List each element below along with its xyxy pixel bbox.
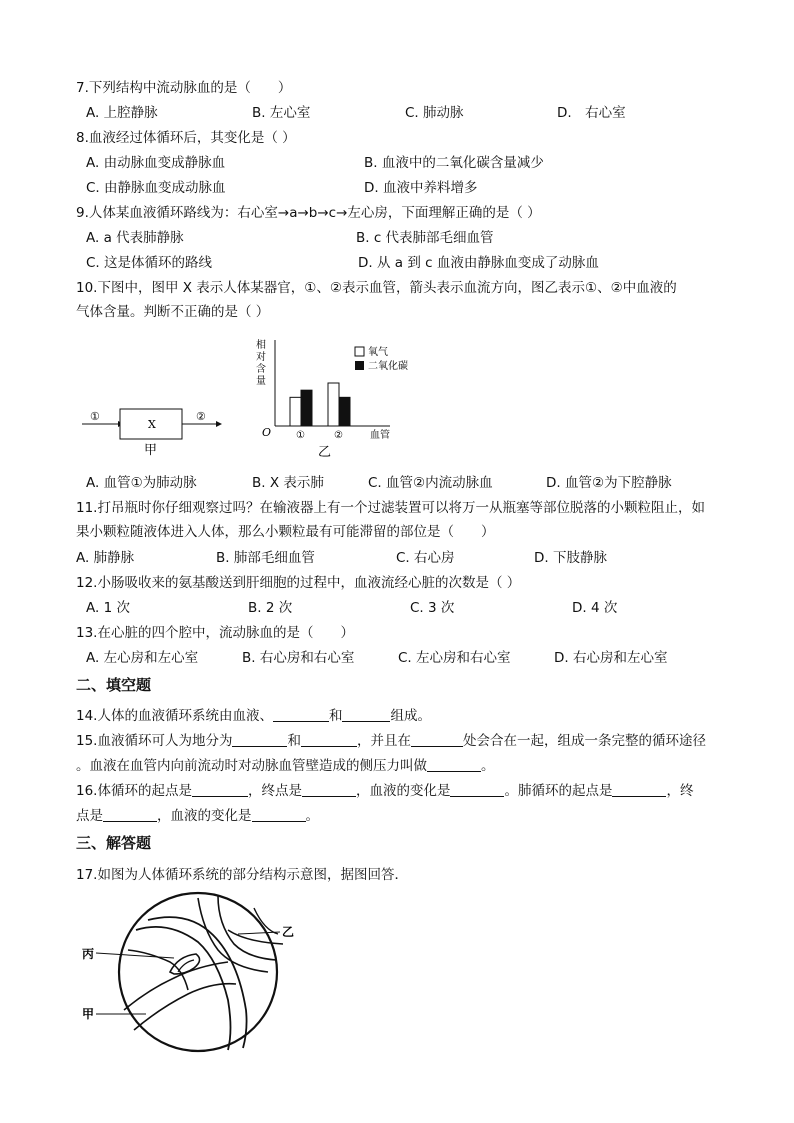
tick-label-2: ② (334, 430, 343, 441)
q16-blank-2[interactable] (302, 782, 356, 797)
q7-option-c: C. 肺动脉 (405, 105, 464, 121)
q9-option-b: B. c 代表肺部毛细血管 (356, 230, 494, 246)
q15-text-3: ，并且在 (356, 733, 411, 749)
q14-line (76, 707, 431, 725)
q15-text-1: 15.血液循环可人为地分为 (76, 733, 233, 749)
bar-co2-1 (301, 390, 312, 426)
chart-xlabel: 血管 (370, 430, 390, 441)
q15-text-5: 。血液在血管内向前流动时对动脉血管壁造成的侧压力叫做 (76, 758, 427, 774)
q16-text-8: 。 (305, 808, 319, 824)
bar-oxygen-1 (290, 397, 301, 426)
figure-label-jia: 甲 (82, 1007, 95, 1021)
figure-label-yi: 乙 (282, 925, 295, 939)
q13-stem: 13.在心脏的四个腔中，流动脉血的是（ ） (76, 625, 354, 641)
legend-swatch-oxygen (355, 347, 364, 356)
q14-text-2: 和 (328, 708, 343, 724)
q16-text-3: ，血液的变化是 (355, 783, 451, 799)
q13-option-b: B. 右心房和右心室 (242, 650, 355, 666)
q9-option-a: A. a 代表肺静脉 (86, 230, 184, 246)
q16-blank-4[interactable] (612, 782, 666, 797)
q15-line2 (76, 757, 495, 775)
figure-label-bing: 丙 (82, 947, 95, 961)
q8-option-b: B. 血液中的二氧化碳含量减少 (364, 155, 544, 171)
q11-option-a: A. 肺静脉 (76, 550, 135, 566)
q13-option-c: C. 左心房和右心室 (398, 650, 511, 666)
figure-jia-in-label: ① (90, 410, 100, 423)
q10-option-b: B. X 表示肺 (252, 475, 324, 491)
q7-option-b: B. 左心室 (252, 105, 311, 121)
q13-option-a: A. 左心房和左心室 (86, 650, 199, 666)
q16-text-1: 16.体循环的起点是 (76, 783, 192, 799)
q16-line2 (76, 807, 319, 825)
q7-stem: 7.下列结构中流动脉血的是（ ） (76, 80, 292, 96)
q12-option-c: C. 3 次 (410, 600, 455, 616)
q15-blank-4[interactable] (427, 757, 481, 772)
bar-co2-2 (339, 397, 350, 426)
q10-option-a: A. 血管①为肺动脉 (86, 475, 197, 491)
legend-swatch-co2 (355, 361, 364, 370)
figure-yi-caption: 乙 (318, 445, 332, 460)
q8-stem: 8.血液经过体循环后，其变化是（ ） (76, 130, 296, 146)
q15-text-2: 和 (287, 733, 301, 749)
figure-jia-caption: 甲 (144, 443, 158, 458)
q9-stem: 9.人体某血液循环路线为：右心室→a→b→c→左心房，下面理解正确的是（ ） (76, 205, 541, 221)
q10-option-c: C. 血管②内流动脉血 (368, 475, 493, 491)
q15-line1 (76, 732, 706, 750)
q12-option-d: D. 4 次 (572, 600, 618, 616)
figure-yi-chart (250, 336, 420, 460)
q16-blank-6[interactable] (252, 807, 306, 822)
q7-option-a: A. 上腔静脉 (86, 105, 158, 121)
chart-ylabel-char-1: 相 (256, 340, 266, 351)
q16-text-5: ，终 (666, 783, 694, 799)
section-answer-heading: 三、解答题 (76, 834, 152, 852)
section-fill-in-heading: 二、填空题 (76, 676, 152, 694)
q13-option-d: D. 右心房和左心室 (554, 650, 668, 666)
q8-option-a: A. 由动脉血变成静脉血 (86, 155, 226, 171)
figure-jia-out-label: ② (196, 410, 206, 423)
q12-option-a: A. 1 次 (86, 600, 130, 616)
q10-stem-line2: 气体含量。判断不正确的是（ ） (76, 304, 270, 320)
q8-option-c: C. 由静脉血变成动脉血 (86, 180, 226, 196)
q10-stem-line1: 10.下图中，图甲 X 表示人体某器官，①、②表示血管，箭头表示血流方向，图乙表示①、②中血液的 (76, 280, 677, 296)
chart-origin: O (262, 426, 272, 439)
tick-label-1: ① (296, 430, 305, 441)
q11-option-c: C. 右心房 (396, 550, 455, 566)
q11-option-b: B. 肺部毛细血管 (216, 550, 315, 566)
chart-ylabel-char-2: 对 (256, 352, 266, 363)
q15-blank-1[interactable] (232, 732, 287, 747)
q14-text-1: 14.人体的血液循环系统由血液、 (76, 708, 273, 724)
q7-option-d: D. 右心室 (557, 105, 626, 121)
legend-label-co2: 二氧化碳 (368, 361, 408, 372)
q15-blank-3[interactable] (411, 732, 463, 747)
q12-option-b: B. 2 次 (248, 600, 293, 616)
q16-blank-1[interactable] (192, 782, 248, 797)
q14-blank-1[interactable] (273, 707, 329, 722)
figure-jia (78, 400, 228, 460)
legend-label-oxygen: 氧气 (368, 347, 388, 358)
q16-text-6: 点是 (76, 808, 103, 824)
figure-circle-outline (119, 893, 277, 1051)
q15-text-4: 处会合在一起，组成一条完整的循环途径 (462, 733, 706, 749)
q14-blank-2[interactable] (342, 707, 390, 722)
q16-blank-3[interactable] (450, 782, 504, 797)
q10-option-d: D. 血管②为下腔静脉 (546, 475, 672, 491)
q16-blank-5[interactable] (103, 807, 157, 822)
chart-ylabel-char-3: 含 (256, 364, 266, 375)
chart-ylabel-char-4: 量 (256, 376, 266, 387)
q9-option-c: C. 这是体循环的路线 (86, 255, 213, 271)
q16-text-2: ，终点是 (247, 783, 302, 799)
q15-text-6: 。 (481, 758, 495, 774)
q11-option-d: D. 下肢静脉 (534, 550, 607, 566)
q9-option-d: D. 从 a 到 c 血液由静脉血变成了动脉血 (358, 255, 599, 271)
circulation-figure (78, 890, 308, 1060)
q16-line1 (76, 782, 693, 800)
q17-stem: 17.如图为人体循环系统的部分结构示意图，据图回答． (76, 867, 408, 883)
q15-blank-2[interactable] (301, 732, 357, 747)
q16-text-7: ，血液的变化是 (157, 808, 252, 824)
bar-oxygen-2 (328, 383, 339, 426)
q16-text-4: 。肺循环的起点是 (504, 783, 613, 799)
q11-stem-line2: 果小颗粒随液体进入人体，那么小颗粒最有可能滞留的部位是（ ） (76, 524, 495, 540)
q8-option-d: D. 血液中养料增多 (364, 180, 478, 196)
q14-text-3: 组成。 (390, 708, 431, 724)
figure-jia-box-label: X (148, 418, 156, 431)
q12-stem: 12.小肠吸收来的氨基酸送到肝细胞的过程中，血液流经心脏的次数是（ ） (76, 575, 521, 591)
q11-stem-line1: 11.打吊瓶时你仔细观察过吗？在输液器上有一个过滤装置可以将万一从瓶塞等部位脱落的小颗粒阻止，如 (76, 500, 705, 516)
